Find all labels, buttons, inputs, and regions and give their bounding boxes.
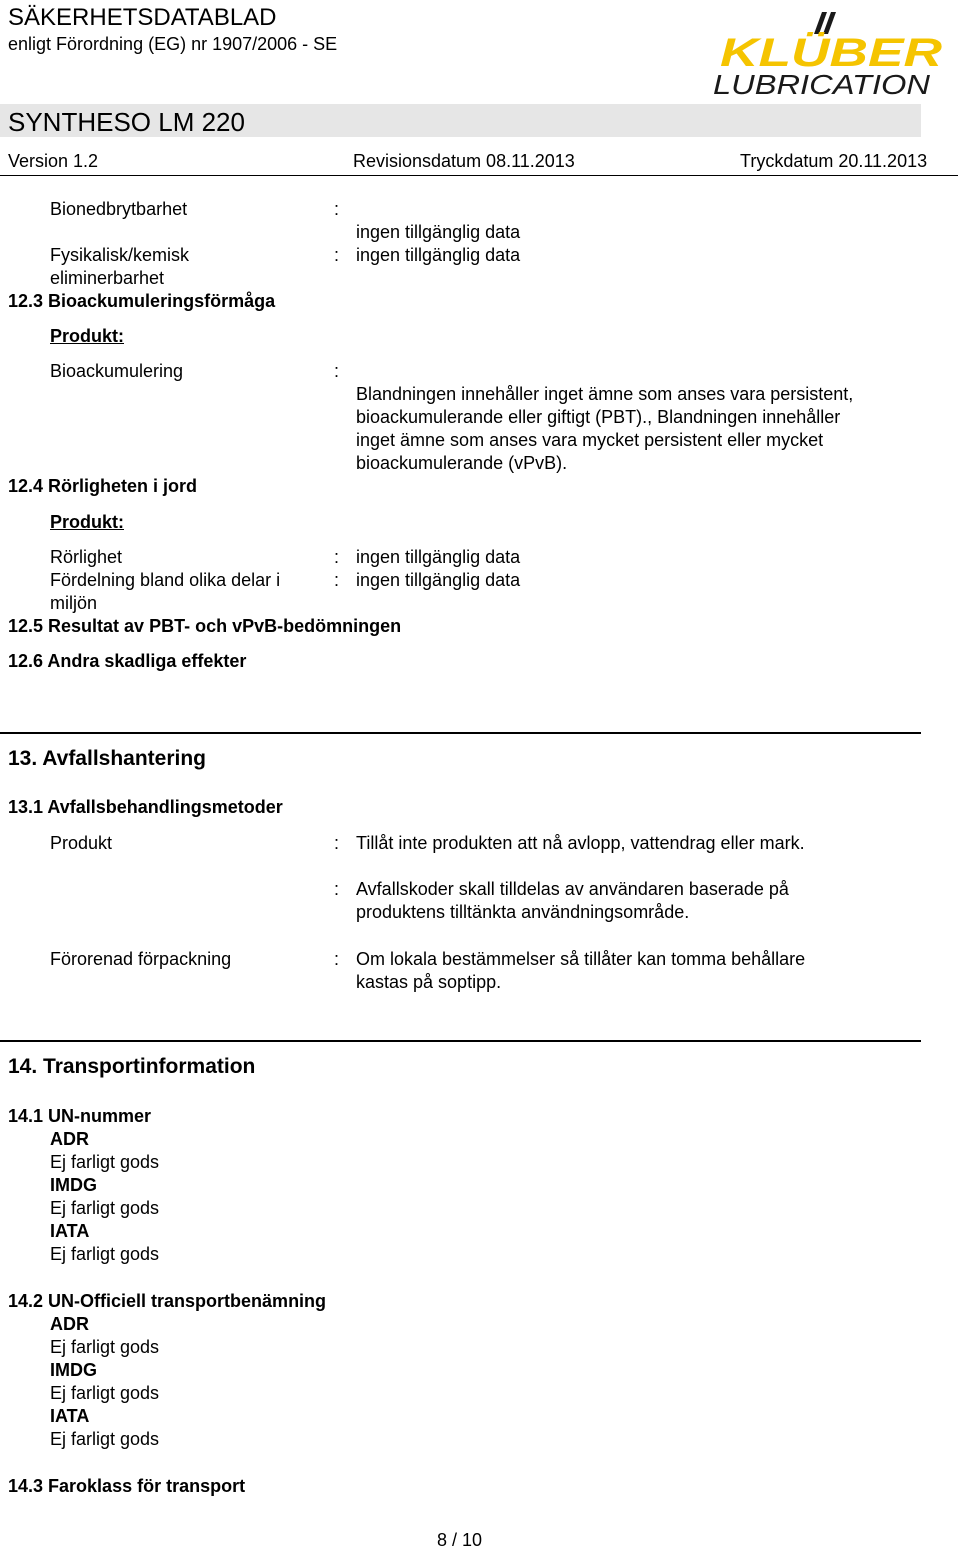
adr-value: Ej farligt gods <box>50 1337 160 1357</box>
bioaccumulation-text-line: inget ämne som anses vara mycket persistent eller mycket <box>356 430 824 450</box>
product-name: SYNTHESO LM 220 <box>8 107 245 137</box>
logo-wordmark-bottom: LUBRICATION <box>713 69 931 100</box>
mobility-value: ingen tillgänglig data <box>356 547 521 567</box>
waste-code-line: produktens tilltänkta användningsområde. <box>356 902 690 922</box>
iata-label: IATA <box>50 1221 90 1241</box>
section-13-rule <box>0 732 921 734</box>
version: Version 1.2 <box>8 151 99 171</box>
distribution-label-line2: miljön <box>50 593 98 613</box>
page-number: 8 / 10 <box>437 1530 483 1550</box>
colon: : <box>334 879 340 899</box>
imdg-value: Ej farligt gods <box>50 1198 160 1218</box>
heading-12-3: 12.3 Bioackumuleringsförmåga <box>8 291 276 311</box>
biodegradability-value: ingen tillgänglig data <box>356 222 521 242</box>
adr-label: ADR <box>50 1129 89 1149</box>
bioaccumulation-text-line: bioackumulerande (vPvB). <box>356 453 568 473</box>
colon: : <box>334 245 340 265</box>
biodegradability-label: Bionedbrytbarhet <box>50 199 188 219</box>
colon: : <box>334 361 340 381</box>
heading-12-4: 12.4 Rörligheten i jord <box>8 476 198 496</box>
colon: : <box>334 570 340 590</box>
imdg-label: IMDG <box>50 1360 97 1380</box>
adr-label: ADR <box>50 1314 89 1334</box>
heading-14-1: 14.1 UN-nummer <box>8 1106 152 1126</box>
imdg-value: Ej farligt gods <box>50 1383 160 1403</box>
section-14-rule <box>0 1040 921 1042</box>
mobility-label: Rörlighet <box>50 547 123 567</box>
produkt-subheading: Produkt: <box>50 512 124 532</box>
waste-code-line: Avfallskoder skall tilldelas av användaren baserade på <box>356 879 789 899</box>
imdg-label: IMDG <box>50 1175 97 1195</box>
colon: : <box>334 199 340 219</box>
iata-label: IATA <box>50 1406 90 1426</box>
section-13-title: 13. Avfallshantering <box>8 747 207 770</box>
header-rule <box>0 175 958 176</box>
heading-14-3: 14.3 Faroklass för transport <box>8 1476 246 1496</box>
adr-value: Ej farligt gods <box>50 1152 160 1172</box>
heading-12-6: 12.6 Andra skadliga effekter <box>8 651 247 671</box>
bioaccumulation-label: Bioackumulering <box>50 361 184 381</box>
regulation-subtitle: enligt Förordning (EG) nr 1907/2006 - SE <box>8 34 338 54</box>
iata-value: Ej farligt gods <box>50 1244 160 1264</box>
distribution-label-line1: Fördelning bland olika delar i <box>50 570 281 590</box>
logo-wordmark-top: KLÜBER <box>720 31 887 75</box>
revision-date: Revisionsdatum 08.11.2013 <box>353 151 575 171</box>
produkt-subheading: Produkt: <box>50 326 124 346</box>
bioaccumulation-text-line: Blandningen innehåller inget ämne som anses vara persistent, <box>356 384 854 404</box>
contaminated-packaging-label: Förorenad förpackning <box>50 949 232 969</box>
waste-produkt-label: Produkt <box>50 833 113 853</box>
section-14-title: 14. Transportinformation <box>8 1055 256 1078</box>
colon: : <box>334 547 340 567</box>
iata-value: Ej farligt gods <box>50 1429 160 1449</box>
heading-13-1: 13.1 Avfallsbehandlingsmetoder <box>8 797 283 817</box>
print-date: Tryckdatum 20.11.2013 <box>740 151 928 171</box>
physical-elimination-value: ingen tillgänglig data <box>356 245 521 265</box>
bioaccumulation-text-line: bioackumulerande eller giftigt (PBT)., Blandningen innehåller <box>356 407 841 427</box>
colon: : <box>334 949 340 969</box>
heading-12-5: 12.5 Resultat av PBT- och vPvB-bedömningen <box>8 616 402 636</box>
waste-produkt-value: Tillåt inte produkten att nå avlopp, vattendrag eller mark. <box>356 833 805 853</box>
physical-elimination-label-line2: eliminerbarhet <box>50 268 165 288</box>
physical-elimination-label-line1: Fysikalisk/kemisk <box>50 245 190 265</box>
distribution-value: ingen tillgänglig data <box>356 570 521 590</box>
colon: : <box>334 833 340 853</box>
kluber-logo <box>710 8 950 100</box>
contaminated-packaging-line: kastas på soptipp. <box>356 972 502 992</box>
heading-14-2: 14.2 UN-Officiell transportbenämning <box>8 1291 327 1311</box>
document-title: SÄKERHETSDATABLAD <box>8 4 277 31</box>
contaminated-packaging-line: Om lokala bestämmelser så tillåter kan tomma behållare <box>356 949 806 969</box>
